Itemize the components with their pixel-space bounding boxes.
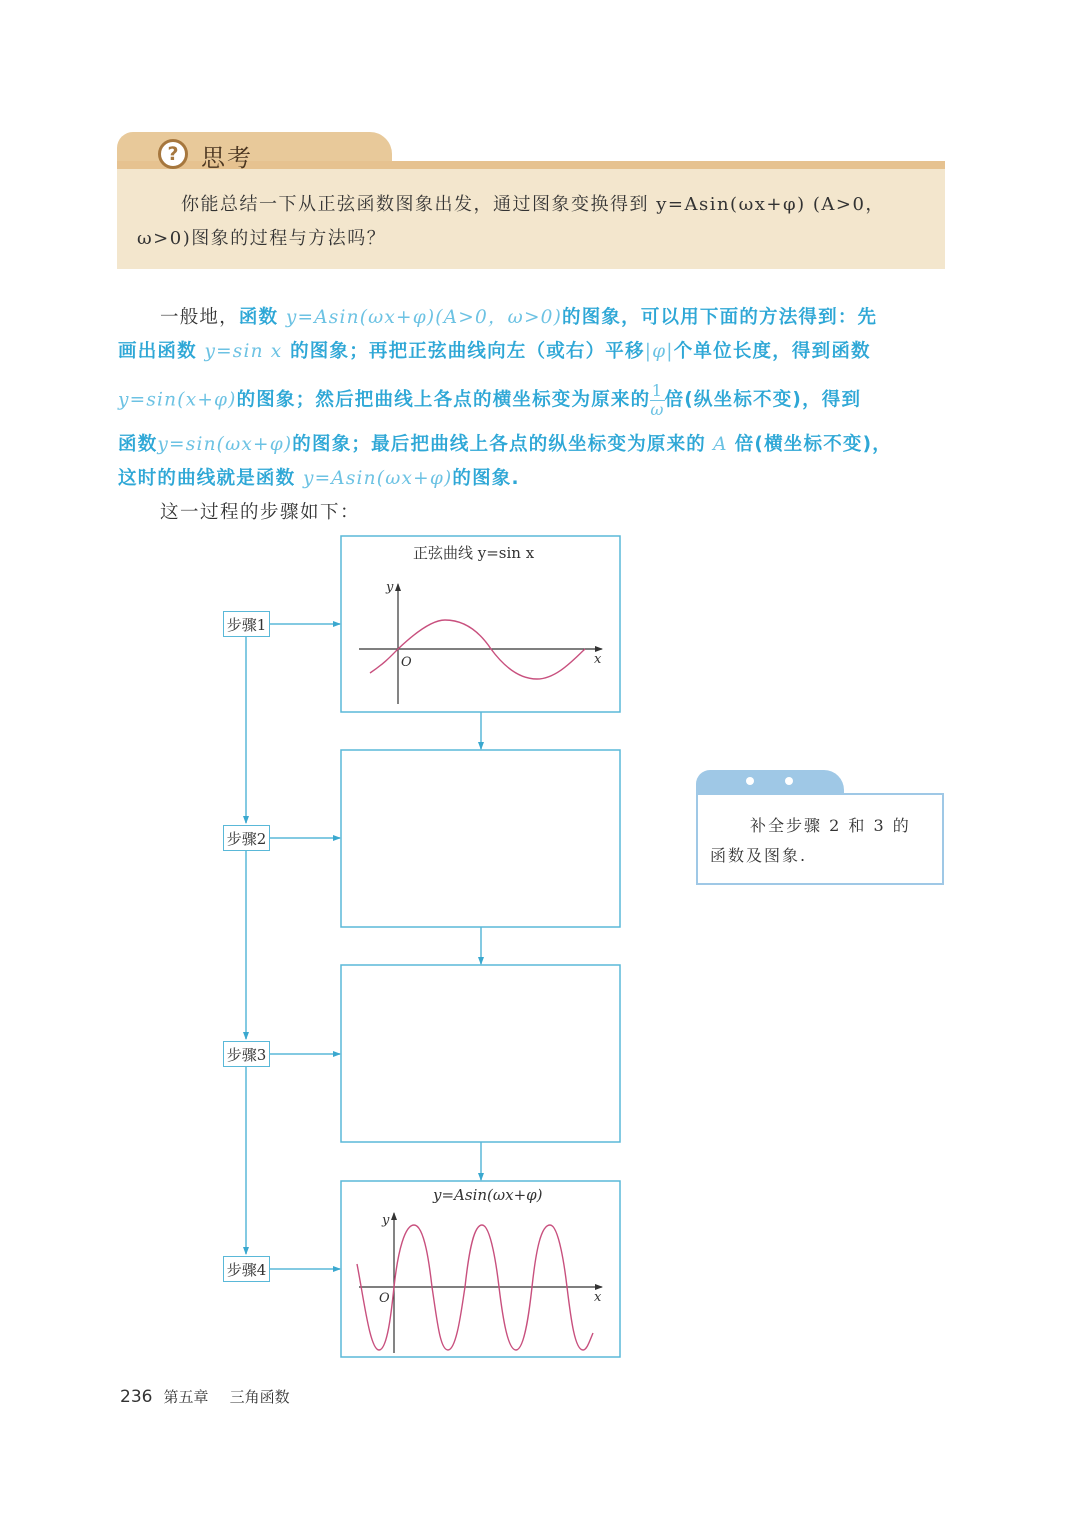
graph-4-x-label: x: [594, 1290, 602, 1305]
chapter-label: 第五章: [163, 1388, 209, 1406]
page-footer: [120, 1386, 290, 1407]
paragraph-text: 的图象；再把正弦曲线向左（或右）平移: [282, 341, 645, 362]
chapter-title: 三角函数: [229, 1388, 290, 1406]
paragraph-text: 倍(横坐标不变)，: [734, 434, 892, 455]
graph-4-y-label: y: [382, 1213, 390, 1228]
think-box-text: 你能总结一下从正弦函数图象出发，通过图象变换得到 y=Asin(ωx+φ) (A>0，ω>0)图象的过程与方法吗？: [137, 194, 885, 249]
panel-4-title: y=Asin(ωx+φ): [433, 1186, 543, 1204]
steps-intro: 这一过程的步骤如下：: [160, 502, 361, 523]
paragraph-text: 倍(纵坐标不变)，得到: [664, 389, 862, 411]
paragraph-text: 的图象；然后把曲线上各点的横坐标变为原来的: [236, 389, 651, 411]
paragraph-text: 的图象.: [452, 468, 520, 489]
paragraph-text: 函数: [238, 307, 286, 328]
panel-step-3: [341, 965, 620, 1142]
graph-1-y-label: y: [386, 580, 394, 595]
think-box-title: 思考: [201, 144, 253, 172]
graph-4-origin-label: O: [379, 1291, 390, 1306]
fraction-denominator: ω: [650, 400, 665, 419]
note-dot-icon: [785, 777, 793, 785]
paragraph-text: 的图象；最后把曲线上各点的纵坐标变为原来的: [292, 434, 706, 455]
formula: y=sin x: [204, 341, 283, 362]
paragraph-text: 这时的曲线就是函数: [118, 468, 303, 489]
formula: y=sin(ωx+φ): [157, 434, 293, 455]
paragraph-text: 函数: [118, 434, 158, 455]
formula: A: [706, 434, 735, 455]
formula: |φ|: [644, 341, 674, 362]
formula: y=Asin(ωx+φ)(A>0，ω>0): [285, 307, 563, 328]
step-1-label: 步骤1: [223, 611, 270, 637]
step-3-label: 步骤3: [223, 1041, 270, 1067]
panel-step-4: [341, 1181, 620, 1357]
paragraph-text: 画出函数: [118, 341, 205, 362]
step-2-label: 步骤2: [223, 825, 270, 851]
paragraph-text: 的图象，可以用下面的方法得到：先: [562, 307, 878, 328]
note-dot-icon: [746, 777, 754, 785]
graph-1-x-label: x: [594, 652, 602, 667]
fraction-numerator: 1: [651, 381, 664, 400]
formula: y=Asin(ωx+φ): [302, 468, 453, 489]
formula: y=sin(x+φ): [118, 389, 237, 411]
panel-1-title: 正弦曲线 y=sin x: [413, 544, 535, 562]
panel-step-2: [341, 750, 620, 927]
graph-1-origin-label: O: [401, 655, 412, 670]
question-circle-icon: ?: [158, 139, 188, 169]
paragraph-text: 个单位长度，得到函数: [673, 341, 871, 362]
page-number: 236: [120, 1387, 153, 1407]
paragraph-text: 一般地，: [160, 307, 239, 328]
side-note: 补全步骤 2 和 3 的函数及图象.: [696, 793, 944, 885]
step-4-label: 步骤4: [223, 1256, 270, 1282]
